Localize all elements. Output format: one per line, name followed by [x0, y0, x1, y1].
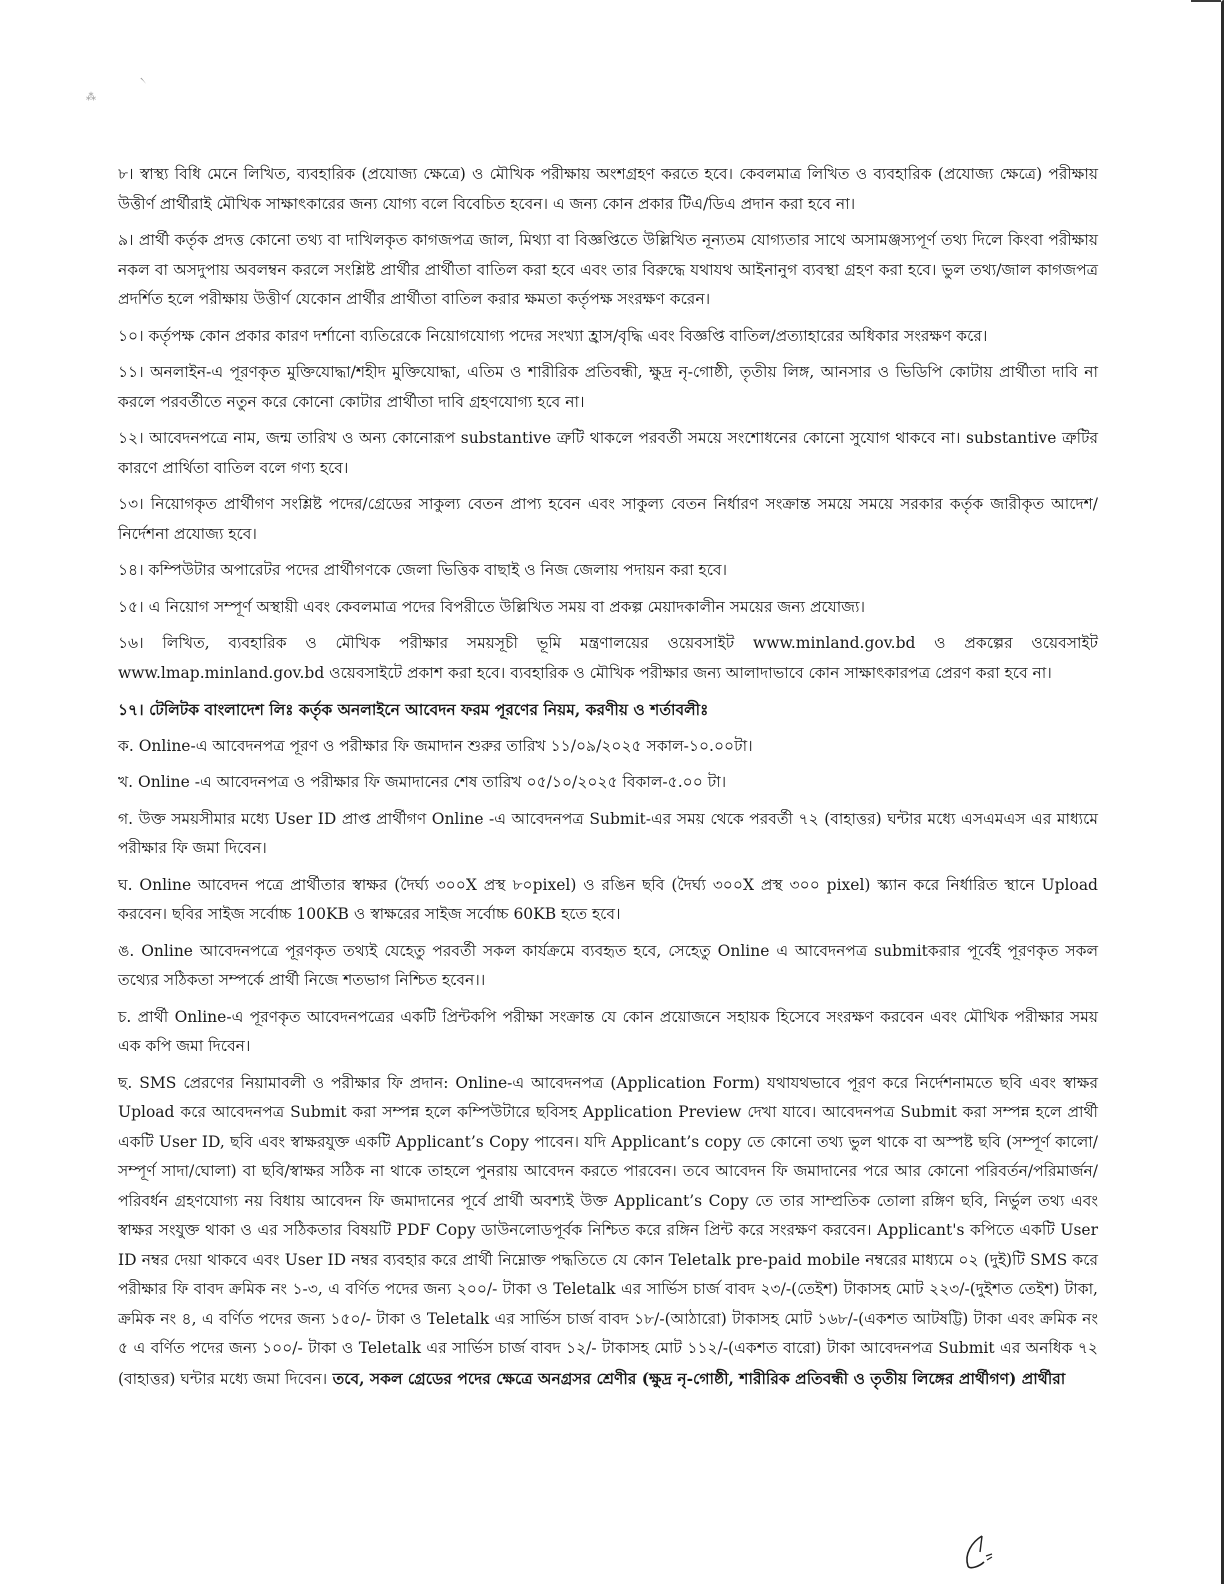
- clause-16: [118, 629, 1098, 688]
- clause-text: নিয়োগকৃত প্রার্থীগণ সংশ্লিষ্ট পদের/গ্রেডের সাকুল্য বেতন প্রাপ্য হবেন এবং সাকুল্য বেতন নির্ধারণ সংক্রান্ত সময়ে সময়ে সরকার কর্তৃক জারীকৃত আদেশ/নির্দেশনা প্রযোজ্য হবে।: [118, 495, 1098, 543]
- document-body: [118, 160, 1098, 1401]
- clause-10: [118, 322, 1098, 352]
- scan-speck: ৲: [140, 72, 147, 83]
- sub-clause-text: Online -এ আবেদনপত্র ও পরীক্ষার ফি জমাদানের শেষ তারিখ ০৫/১০/২০২৫ বিকাল-৫.০০ টা।: [138, 773, 727, 791]
- sub-clause-ga: [118, 805, 1098, 864]
- clause-text: অনলাইন-এ পূরণকৃত মুক্তিযোদ্ধা/শহীদ মুক্তিযোদ্ধা, এতিম ও শারীরিক প্রতিবন্ধী, ক্ষুদ্র নৃ-গোষ্ঠী, তৃতীয় লিঙ্গ, আনসার ও ভিডিপি কোটায় প্রার্থীতা দাবি না করলে পরবর্তীতে নতুন করে কোনো কোটার প্রার্থীতা দাবি গ্রহণযোগ্য হবে না।: [118, 363, 1098, 411]
- sub-clause-kha: [118, 768, 1098, 798]
- clause-text: কম্পিউটার অপারেটর পদের প্রার্থীগণকে জেলা ভিত্তিক বাছাই ও নিজ জেলায় পদায়ন করা হবে।: [148, 561, 728, 579]
- sub-clause-chha: [118, 1069, 1098, 1395]
- signature-initial-icon: [960, 1532, 1000, 1572]
- sub-clause-text: SMS প্রেরণের নিয়ামাবলী ও পরীক্ষার ফি প্রদান: Online-এ আবেদনপত্র (Application Form) যথাযথভাবে পূরণ করে নির্দেশনামতে ছবি এবং স্বাক্ষর Upload করে আবেদনপত্র Submit করা সম্পন্ন হলে কম্পিউটারে ছবিসহ Application Preview দেখা যাবে। আবেদনপত্র Submit করা সম্পন্ন হলে প্রার্থী একটি User ID, ছবি এবং স্বাক্ষরযুক্ত একটি Applicant’s Copy পাবেন। যদি Applicant’s copy তে কোনো তথ্য ভুল থাকে বা অস্পষ্ট ছবি (সম্পূর্ণ কালো/সম্পূর্ণ সাদা/ঘোলা) বা ছবি/স্বাক্ষর সঠিক না থাকে তাহলে পুনরায় আবেদন করতে পারবেন। তবে আবেদন ফি জমাদানের পরে আর কোনো পরিবর্তন/পরিমার্জন/পরিবর্ধন গ্রহণযোগ্য নয় বিধায় আবেদন ফি জমাদানের পূর্বে প্রার্থী অবশ্যই উক্ত Applicant’s Copy তে তার সাম্প্রতিক তোলা রঙ্গিণ ছবি, নির্ভুল তথ্য এবং স্বাক্ষর সংযুক্ত থাকা ও এর সঠিকতার বিষয়টি PDF Copy ডাউনলোডপূর্বক নিশ্চিত করে রঙ্গিন প্রিন্ট করে সংরক্ষণ করবেন। Applicant's কপিতে একটি User ID নম্বর দেয়া থাকবে এবং User ID নম্বর ব্যবহার করে প্রার্থী নিম্নোক্ত পদ্ধতিতে যে কোন Teletalk pre-paid mobile নম্বরের মাধ্যমে ০২ (দুই)টি SMS করে পরীক্ষার ফি বাবদ ক্রমিক নং ১-৩, এ বর্ণিত পদের জন্য ২০০/- টাকা ও Teletalk এর সার্ভিস চার্জ বাবদ ২৩/-(তেইশ) টাকাসহ মোট ২২৩/-(দুইশত তেইশ) টাকা, ক্রমিক নং ৪, এ বর্ণিত পদের জন্য ১৫০/- টাকা ও Teletalk এর সার্ভিস চার্জ বাবদ ১৮/-(আঠারো) টাকাসহ মোট ১৬৮/-(একশত আটষট্টি) টাকা এবং ক্রমিক নং ৫ এ বর্ণিত পদের জন্য ১০০/- টাকা ও Teletalk এর সার্ভিস চার্জ বাবদ ১২/- টাকাসহ মোট ১১২/-(একশত বারো) টাকা আবেদনপত্র Submit এর অনধিক ৭২ (বাহাত্তর) ঘন্টার মধ্যে জমা দিবেন।: [118, 1073, 1099, 1388]
- clause-number: ১৬।: [118, 634, 144, 652]
- sub-clause-text: Online-এ আবেদনপত্র পূরণ ও পরীক্ষার ফি জমাদান শুরুর তারিখ ১১/০৯/২০২৫ সকাল-১০.০০টা।: [138, 736, 753, 755]
- sub-clause-gha: [118, 871, 1098, 930]
- clause-number: ১৫।: [118, 597, 144, 616]
- clause-text: প্রার্থী কর্তৃক প্রদত্ত কোনো তথ্য বা দাখিলকৃত কাগজপত্র জাল, মিথ্যা বা বিজ্ঞপ্তিতে উল্লিখিত নূন্যতম যোগ্যতার সাথে অসামঞ্জস্যপূর্ণ তথ্য দিলে কিংবা পরীক্ষায় নকল বা অসদুপায় অবলম্বন করলে সংশ্লিষ্ট প্রার্থীর প্রার্থীতা বাতিল করা হবে এবং তার বিরুদ্ধে যথাযথ আইনানুগ ব্যবস্থা গ্রহণ করা হবে। ভুল তথ্য/জাল কাগজপত্র প্রদর্শিত হলে পরীক্ষায় উত্তীর্ণ যেকোন প্রার্থীর প্রার্থীতা বাতিল করার ক্ষমতা কর্তৃপক্ষ সংরক্ষণ করেন।: [118, 231, 1098, 308]
- clause-13: [118, 490, 1098, 549]
- sub-clause-label: ছ.: [118, 1073, 133, 1092]
- clause-number: ৯।: [118, 231, 134, 249]
- clause-8: [118, 160, 1098, 219]
- clause-number: ১২।: [118, 429, 144, 447]
- sub-clause-text: উক্ত সময়সীমার মধ্যে User ID প্রাপ্ত প্রার্থীগণ Online -এ আবেদনপত্র Submit-এর সময় থেকে পরবর্তী ৭২ (বাহাত্তর) ঘন্টার মধ্যে এসএমএস এর মাধ্যমে পরীক্ষার ফি জমা দিবেন।: [118, 809, 1098, 857]
- sub-clause-label: খ.: [118, 773, 134, 791]
- scan-page-edge-top: [1191, 0, 1221, 2]
- sub-clause-text: Online আবেদন পত্রে প্রার্থীতার স্বাক্ষর (দৈর্ঘ্য ৩০০X প্রস্থ ৮০pixel) ও রঙিন ছবি (দৈর্ঘ্য ৩০০X প্রস্থ ৩০০ pixel) স্ক্যান করে নির্ধারিত স্থানে Upload করবেন। ছবির সাইজ সর্বোচ্চ 100KB ও স্বাক্ষরের সাইজ সর্বোচ্চ 60KB হতে হবে।: [118, 875, 1098, 923]
- sub-clause-label: গ.: [118, 809, 134, 828]
- sub-clause-text: প্রার্থী Online-এ পূরণকৃত আবেদনপত্রের একটি প্রিন্টকপি পরীক্ষা সংক্রান্ত যে কোন প্রয়োজনে সহায়ক হিসেবে সংরক্ষণ করবেন এবং মৌখিক পরীক্ষার সময় এক কপি জমা দিবেন।: [118, 1007, 1098, 1055]
- clause-17-heading: [118, 695, 1098, 725]
- sub-clause-ka: [118, 732, 1098, 762]
- sub-clause-label: ঙ.: [118, 941, 135, 960]
- clause-number: ১৩।: [118, 495, 144, 513]
- sub-clause-cha: [118, 1003, 1098, 1062]
- clause-11: [118, 358, 1098, 417]
- clause-number: ১৪।: [118, 561, 144, 579]
- clause-text: এ নিয়োগ সম্পূর্ণ অস্থায়ী এবং কেবলমাত্র পদের বিপরীতে উল্লিখিত সময় বা প্রকল্প মেয়াদকালীন সময়ের জন্য প্রযোজ্য।: [148, 597, 866, 616]
- sub-clause-label: ঘ.: [118, 875, 133, 894]
- clause-number: ১১।: [118, 363, 144, 381]
- clause-text: লিখিত, ব্যবহারিক ও মৌখিক পরীক্ষার সময়সূচী ভূমি মন্ত্রণালয়ের ওয়েবসাইট www.minland.gov.bd ও প্রকল্পের ওয়েবসাইট www.lmap.minland.gov.bd ওয়েবসাইটে প্রকাশ করা হবে। ব্যবহারিক ও মৌখিক পরীক্ষার জন্য আলাদাভাবে কোন সাক্ষাৎকারপত্র প্রেরণ করা হবে না।: [118, 634, 1098, 682]
- section-heading: টেলিটক বাংলাদেশ লিঃ কর্তৃক অনলাইনে আবেদন ফরম পূরণের নিয়ম, করণীয় ও শর্তাবলীঃ: [149, 700, 709, 719]
- clause-text: কর্তৃপক্ষ কোন প্রকার কারণ দর্শানো ব্যতিরেকে নিয়োগযোগ্য পদের সংখ্যা হ্রাস/বৃদ্ধি এবং বিজ্ঞপ্তি বাতিল/প্রত্যাহারের অধিকার সংরক্ষণ করে।: [148, 326, 988, 345]
- clause-14: [118, 556, 1098, 586]
- sub-clause-text: Online আবেদনপত্রে পূরণকৃত তথ্যই যেহেতু পরবর্তী সকল কার্যক্রমে ব্যবহৃত হবে, সেহেতু Online এ আবেদনপত্র submitকরার পূর্বেই পূরণকৃত সকল তথ্যের সঠিকতা সম্পর্কে প্রার্থী নিজে শতভাগ নিশ্চিত হবেন।।: [118, 941, 1098, 989]
- clause-text: আবেদনপত্রে নাম, জন্ম তারিখ ও অন্য কোনোরূপ substantive ত্রুটি থাকলে পরবর্তী সময়ে সংশোধনের কোনো সুযোগ থাকবে না। substantive ত্রুটির কারণে প্রার্থিতা বাতিল বলে গণ্য হবে।: [118, 429, 1098, 477]
- clause-number: ১৭।: [118, 700, 144, 719]
- clause-9: [118, 226, 1098, 315]
- sub-clause-bold-tail: তবে, সকল গ্রেডের পদের ক্ষেত্রে অনগ্রসর শ্রেণীর (ক্ষুদ্র নৃ-গোষ্ঠী, শারীরিক প্রতিবন্ধী ও তৃতীয় লিঙ্গের প্রার্থীগণ) প্রার্থীরা: [327, 1368, 1066, 1388]
- clause-text: স্বাস্থ্য বিধি মেনে লিখিত, ব্যবহারিক (প্রযোজ্য ক্ষেত্রে) ও মৌখিক পরীক্ষায় অংশগ্রহণ করতে হবে। কেবলমাত্র লিখিত ও ব্যবহারিক (প্রযোজ্য ক্ষেত্রে) পরীক্ষায় উত্তীর্ণ প্রার্থীরাই মৌখিক সাক্ষাৎকারের জন্য যোগ্য বলে বিবেচিত হবেন। এ জন্য কোন প্রকার টিএ/ডিএ প্রদান করা হবে না।: [118, 165, 1098, 213]
- clause-number: ১০।: [118, 326, 144, 345]
- clause-15: [118, 593, 1098, 623]
- scan-speck: ⁂: [86, 92, 96, 103]
- sub-clause-label: চ.: [118, 1007, 132, 1026]
- sub-clause-label: ক.: [118, 736, 134, 755]
- clause-number: ৮।: [118, 165, 134, 183]
- clause-12: [118, 424, 1098, 483]
- sub-clause-uma: [118, 937, 1098, 996]
